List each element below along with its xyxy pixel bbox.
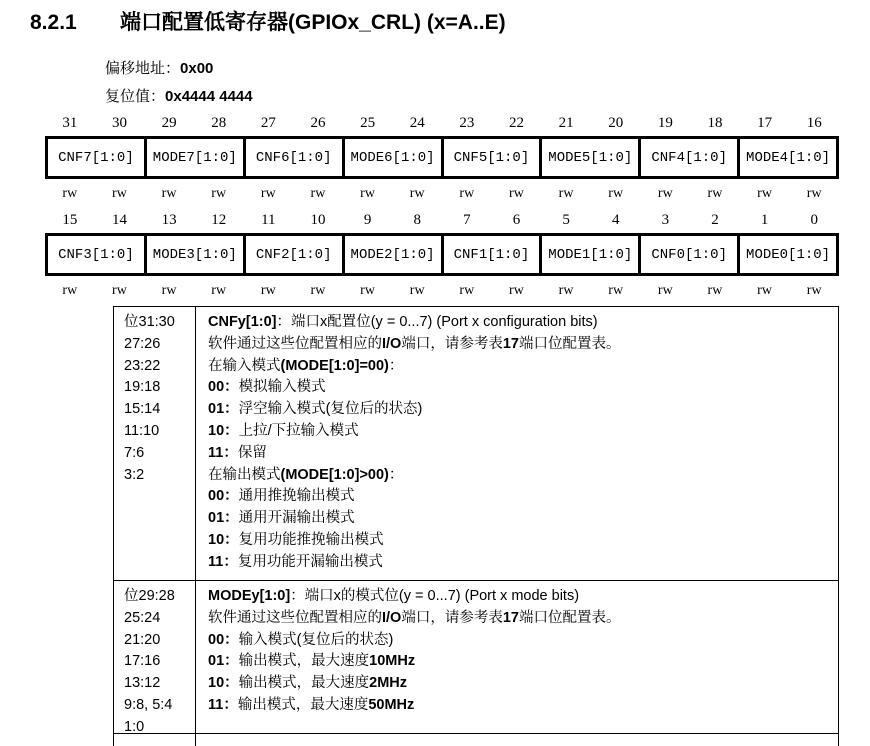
text-segment: (MODE[1:0]=00)	[280, 357, 389, 374]
text-segment: 17	[502, 335, 519, 352]
register-fields-row-low	[45, 233, 839, 276]
register-field-cell: MODE3[1:0]	[147, 236, 243, 273]
text-segment: 端口，请参考表	[401, 335, 503, 352]
text-segment: 浮空输入模式(复位后的状态)	[238, 401, 423, 418]
access-type: rw	[757, 186, 772, 201]
access-type: rw	[112, 283, 127, 298]
bit-range: 17:16	[124, 653, 161, 670]
description-line	[208, 508, 832, 530]
bit-number: 28	[211, 115, 227, 131]
register-field-cell: MODE2[1:0]	[345, 236, 441, 273]
text-segment: 上拉/下拉输入模式	[238, 422, 359, 439]
bit-numbers-row-low	[45, 211, 839, 229]
access-type: rw	[211, 283, 227, 298]
access-type: rw	[657, 186, 673, 201]
text-segment: 模拟输入模式	[238, 379, 326, 396]
text-segment: 端口位配置表。	[518, 335, 621, 352]
cnf-description-column	[196, 307, 838, 580]
access-type: rw	[409, 283, 425, 298]
bit-number: 21	[558, 115, 574, 131]
text-segment: ：	[388, 357, 404, 374]
bit-number: 30	[111, 115, 127, 131]
mode-description-row	[113, 581, 839, 734]
text-segment: CNFy[1:0]	[208, 314, 277, 330]
access-type: rw	[459, 186, 475, 201]
bit-range: 19:18	[124, 379, 161, 396]
bit-number: 3	[661, 212, 670, 228]
access-type: rw	[161, 186, 177, 201]
bit-numbers-row-high	[45, 114, 839, 132]
bit-number: 26	[310, 115, 326, 131]
bit-number: 1	[760, 212, 769, 228]
description-line	[208, 486, 832, 508]
field-description-table	[113, 306, 839, 746]
access-type: rw	[211, 186, 227, 201]
bit-number: 11	[261, 212, 276, 228]
text-segment: ：端口x的模式位(y = 0...7) (Port x mode bits)	[290, 588, 580, 604]
access-type: rw	[62, 283, 78, 298]
text-segment: 10：	[208, 531, 239, 548]
text-segment: 软件通过这些位配置相应的	[208, 335, 382, 352]
register-field-cell: CNF7[1:0]	[48, 139, 144, 176]
text-segment: MODEy[1:0]	[208, 588, 291, 604]
register-field-cell: MODE4[1:0]	[740, 139, 836, 176]
bit-number: 2	[711, 212, 719, 228]
text-segment: 10MHz	[369, 653, 416, 670]
access-type: rw	[806, 283, 822, 298]
register-field-cell: CNF4[1:0]	[641, 139, 737, 176]
bit-number: 0	[810, 212, 818, 228]
description-line	[208, 673, 832, 695]
description-line	[208, 356, 832, 378]
bit-range: 23:22	[124, 357, 161, 374]
offset-value: 0x00	[180, 60, 214, 77]
text-segment: 复用功能开漏输出模式	[237, 553, 383, 570]
bit-number: 16	[806, 115, 822, 131]
bit-range: 9:8, 5:4	[124, 696, 173, 713]
bit-number: 18	[707, 115, 723, 131]
description-line	[208, 586, 832, 608]
text-segment: 软件通过这些位配置相应的	[208, 609, 382, 626]
bit-number: 24	[409, 115, 425, 131]
bit-number: 13	[161, 212, 177, 228]
register-field-cell: MODE0[1:0]	[740, 236, 836, 273]
access-type: rw	[360, 283, 375, 298]
register-field-cell: CNF5[1:0]	[444, 139, 540, 176]
bit-number: 29	[161, 115, 177, 131]
bit-number: 14	[111, 212, 127, 228]
text-segment: 复用功能推挽输出模式	[238, 531, 384, 548]
text-segment: 01：	[208, 510, 239, 527]
text-segment: 01：	[208, 401, 239, 418]
cnf-bit-range-column	[114, 307, 196, 580]
page-title: 端口配置低寄存器(GPIOx_CRL) (x=A..E)	[120, 11, 506, 34]
text-segment: (MODE[1:0]>00)	[280, 466, 389, 483]
bit-number: 22	[508, 115, 524, 131]
bit-number: 15	[62, 212, 78, 228]
access-type: rw	[260, 186, 276, 201]
offset-label: 偏移地址：	[105, 60, 181, 77]
bit-number: 23	[459, 115, 475, 131]
register-diagram-low-bits	[45, 211, 839, 300]
description-line	[208, 312, 832, 334]
mode-description-column	[196, 581, 838, 733]
bit-number: 12	[211, 212, 227, 228]
description-line	[208, 651, 832, 673]
access-type: rw	[459, 283, 475, 298]
bit-range: 21:20	[124, 631, 161, 648]
access-type: rw	[608, 186, 624, 201]
bit-range: 15:14	[124, 401, 161, 418]
access-type: rw	[310, 186, 326, 201]
register-field-cell: MODE7[1:0]	[147, 139, 243, 176]
text-segment: 10：	[208, 675, 239, 692]
description-line	[208, 552, 832, 574]
access-type: rw	[558, 186, 574, 201]
access-type: rw	[707, 283, 723, 298]
access-type: rw	[757, 283, 772, 298]
access-type: rw	[608, 283, 624, 298]
register-field-cell: CNF2[1:0]	[246, 236, 342, 273]
bit-range: 25:24	[124, 609, 161, 626]
bit-range: 7:6	[124, 444, 145, 461]
access-type: rw	[360, 186, 375, 201]
bit-range: 11:10	[124, 422, 160, 439]
bit-range: 27:26	[124, 335, 161, 352]
bit-number: 20	[608, 115, 624, 131]
access-type: rw	[409, 186, 425, 201]
text-segment: 00：	[208, 379, 239, 396]
partial-description-column	[196, 734, 838, 746]
register-field-cell: MODE6[1:0]	[345, 139, 441, 176]
access-type: rw	[806, 186, 822, 201]
partial-bit-range-column	[114, 734, 196, 746]
description-line	[208, 443, 832, 465]
register-field-cell: MODE1[1:0]	[542, 236, 638, 273]
register-field-cell: CNF6[1:0]	[246, 139, 342, 176]
register-field-cell: CNF1[1:0]	[444, 236, 540, 273]
bit-number: 8	[413, 212, 421, 228]
text-segment: 50MHz	[368, 696, 415, 713]
text-segment: 10：	[208, 422, 239, 439]
bit-number: 4	[611, 212, 620, 228]
bit-number: 6	[512, 212, 521, 228]
text-segment: 00：	[208, 488, 239, 505]
mode-bit-range-column	[114, 581, 196, 733]
text-segment: 在输入模式	[208, 357, 281, 374]
text-segment: 2MHz	[369, 675, 408, 692]
bit-range: 13:12	[124, 675, 161, 692]
bit-number: 9	[363, 212, 372, 228]
bit-number: 31	[62, 115, 78, 131]
text-segment: 00：	[208, 631, 239, 648]
next-row-cutoff	[113, 734, 839, 746]
offset-address-line	[105, 57, 870, 78]
text-segment: I/O	[382, 609, 402, 626]
text-segment: ：	[388, 466, 404, 483]
text-segment: 通用开漏输出模式	[238, 510, 355, 527]
cnf-description-row	[113, 307, 839, 581]
section-heading	[30, 0, 870, 36]
text-segment: 通用推挽输出模式	[238, 488, 355, 505]
bit-number: 5	[562, 212, 570, 228]
access-type: rw	[657, 283, 673, 298]
description-line	[208, 608, 832, 630]
access-type: rw	[509, 186, 524, 201]
bit-number: 19	[657, 115, 673, 131]
text-segment: I/O	[382, 335, 402, 352]
description-line	[208, 334, 832, 356]
register-field-cell: MODE5[1:0]	[542, 139, 638, 176]
text-segment: ：端口x配置位(y = 0...7) (Port x configuration bits)	[276, 314, 598, 330]
text-segment: 输入模式(复位后的状态)	[238, 631, 394, 648]
access-row-high	[45, 185, 839, 203]
reset-value: 0x4444 4444	[165, 88, 253, 105]
bit-range: 位31:30	[124, 314, 175, 330]
access-type: rw	[509, 283, 524, 298]
description-line	[208, 695, 832, 717]
description-line	[208, 377, 832, 399]
register-field-cell: CNF0[1:0]	[641, 236, 737, 273]
access-type: rw	[112, 186, 127, 201]
text-segment: 11：	[208, 696, 238, 713]
bit-range: 1:0	[124, 718, 145, 733]
bit-number: 25	[360, 115, 376, 131]
text-segment: 17	[502, 609, 519, 626]
description-line	[208, 421, 832, 443]
access-type: rw	[161, 283, 177, 298]
access-type: rw	[310, 283, 326, 298]
access-row-low	[45, 282, 839, 300]
bit-number: 17	[757, 115, 773, 131]
text-segment: 输出模式，最大速度	[238, 675, 370, 692]
bit-range: 3:2	[124, 466, 145, 483]
description-line	[208, 530, 832, 552]
section-number: 8.2.1	[30, 11, 77, 34]
bit-number: 7	[463, 212, 471, 228]
register-fields-row-high	[45, 136, 839, 179]
text-segment: 01：	[208, 653, 239, 670]
text-segment: 在输出模式	[208, 466, 281, 483]
text-segment: 输出模式，最大速度	[238, 653, 370, 670]
reset-label: 复位值：	[105, 88, 166, 105]
access-type: rw	[260, 283, 276, 298]
text-segment: 11：	[208, 444, 238, 461]
reset-value-line	[105, 85, 870, 106]
bit-number: 27	[260, 115, 276, 131]
bit-number: 10	[310, 212, 326, 228]
text-segment: 端口，请参考表	[401, 609, 503, 626]
text-segment: 保留	[237, 444, 267, 461]
text-segment: 端口位配置表。	[518, 609, 621, 626]
text-segment: 11：	[208, 553, 238, 570]
register-field-cell: CNF3[1:0]	[48, 236, 144, 273]
description-line	[208, 630, 832, 652]
register-diagram-high-bits	[45, 114, 839, 203]
access-type: rw	[558, 283, 574, 298]
bit-range: 位29:28	[124, 588, 175, 604]
access-type: rw	[62, 186, 78, 201]
description-line	[208, 465, 832, 487]
access-type: rw	[707, 186, 723, 201]
text-segment: 输出模式，最大速度	[237, 696, 369, 713]
description-line	[208, 399, 832, 421]
